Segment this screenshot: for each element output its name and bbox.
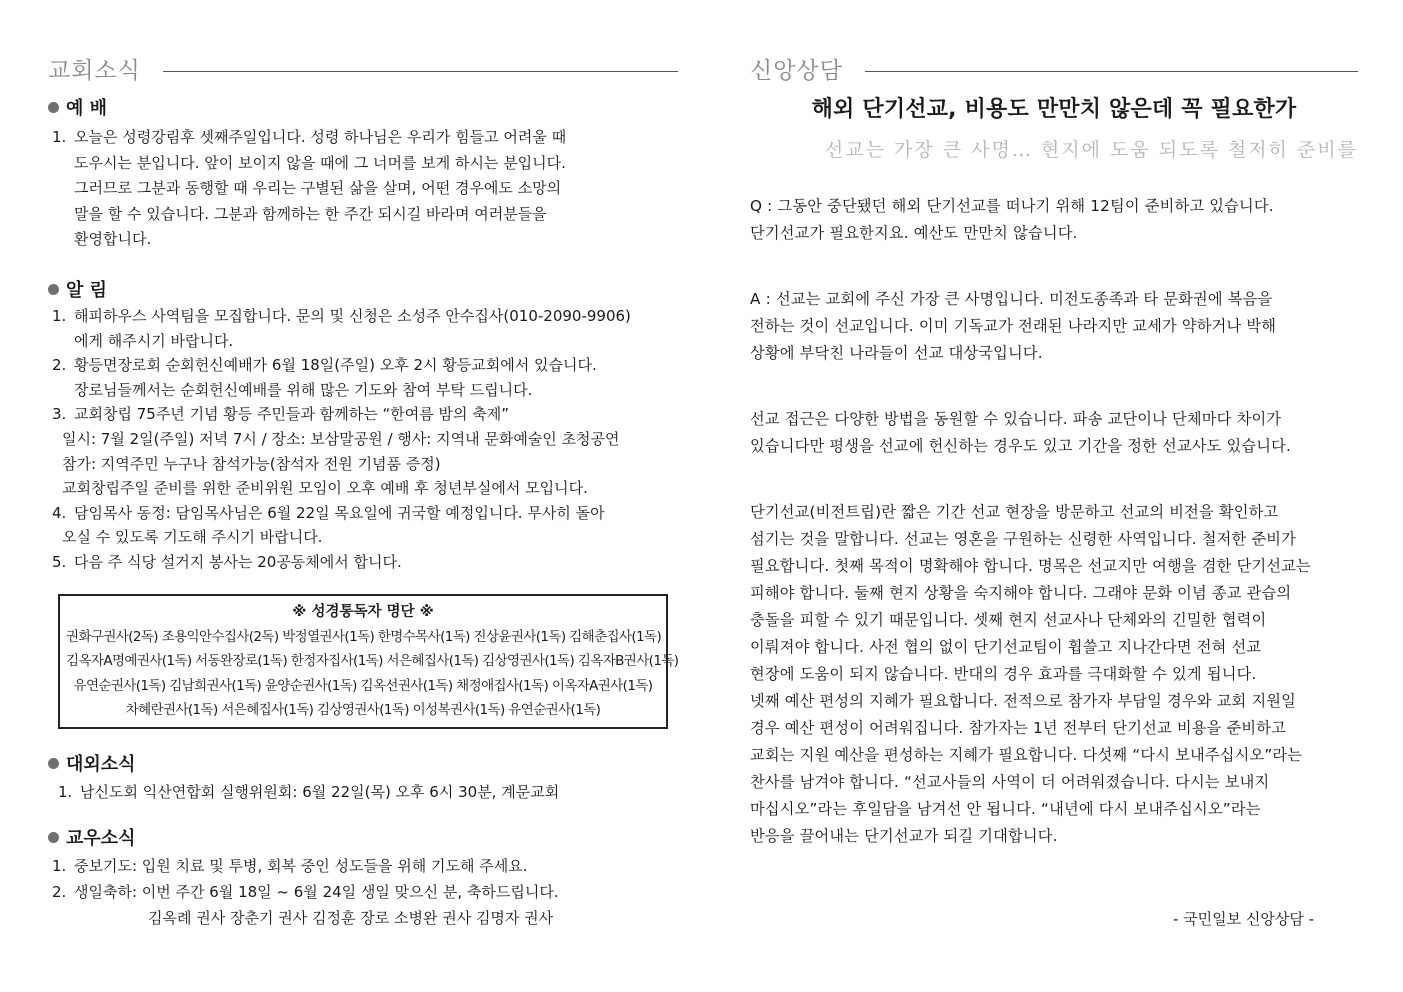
bullet-dot-icon: [48, 284, 59, 295]
notices-heading: [48, 276, 678, 302]
item-number: 1.: [52, 857, 67, 875]
paragraph-line: 필요합니다. 첫째 목적이 명확해야 합니다. 명목은 선교지만 여행을 겸한 단기선교는: [750, 557, 1311, 575]
article-paragraph-a: [750, 286, 1358, 367]
bullet-dot-icon: [48, 758, 59, 769]
article-paragraph: [750, 406, 1358, 460]
item-number: 1.: [52, 307, 67, 325]
list-item: [48, 880, 678, 906]
item-number: 5.: [52, 552, 67, 571]
paragraph-line: 마십시오”라는 후일담을 남겨선 안 됩니다. “내년에 다시 보내주십시오”라는: [750, 800, 1261, 818]
paragraph-line: Q : 그동안 중단됐던 해외 단기선교를 떠나기 위해 12팀이 준비하고 있습니다.: [750, 197, 1274, 215]
list-item: [48, 402, 678, 500]
article-paragraph-q: [750, 193, 1358, 247]
list-item: [48, 501, 678, 550]
worship-heading-label: 예 배: [66, 98, 108, 119]
item-line: 담임목사 동정: 담임목사님은 6월 22일 목요일에 귀국할 예정입니다. 무사히 돌아: [74, 503, 605, 522]
members-list: [48, 854, 678, 905]
list-item: [48, 125, 678, 253]
item-line: 중보기도: 입원 치료 및 투병, 회복 중인 성도들을 위해 기도해 주세요.: [74, 857, 528, 875]
item-text: [62, 402, 678, 500]
paragraph-line: 단기선교(비전트립)란 짧은 기간 선교 현장을 방문하고 선교의 비전을 확인하고: [750, 503, 1279, 521]
paragraph-line: 선교 접근은 다양한 방법을 동원할 수 있습니다. 파송 교단이나 단체마다 차이가: [750, 410, 1282, 428]
item-line: 장로님들께서는 순회헌신예배를 위해 많은 기도와 참여 부탁 드립니다.: [74, 380, 533, 399]
members-heading: [48, 824, 678, 850]
external-heading: [48, 750, 678, 776]
paragraph-line: 반응을 끌어내는 단기선교가 되길 기대합니다.: [750, 827, 1058, 845]
bullet-dot-icon: [48, 102, 59, 113]
item-number: 4.: [52, 503, 67, 522]
item-line: 환영합니다.: [74, 230, 152, 248]
bible-readers-row: 차혜란권사(1독) 서은혜집사(1독) 김상영권사(1독) 이성복권사(1독) 유연순권사(1독): [125, 702, 601, 719]
header-rule: [163, 71, 678, 72]
article-paragraph: [750, 499, 1358, 850]
bible-readers-box-wrap: [48, 578, 678, 729]
paragraph-line: 섬기는 것을 말합니다. 선교는 영혼을 구원하는 신령한 사역입니다. 철저한 준비가: [750, 530, 1297, 548]
paragraph-line: 있습니다만 평생을 선교에 헌신하는 경우도 있고 기간을 정한 선교사도 있습니다.: [750, 437, 1292, 455]
faith-counsel-title: 신앙상담: [750, 58, 843, 84]
paragraph-line: 상황에 부닥친 나라들이 선교 대상국입니다.: [750, 344, 1043, 362]
worship-list: [48, 125, 678, 253]
item-text: [80, 780, 678, 806]
item-line: 황등면장로회 순회헌신예배가 6월 18일(주일) 오후 2시 황등교회에서 있습니다.: [74, 356, 597, 375]
paragraph-line: A : 선교는 교회에 주신 가장 큰 사명입니다. 미전도종족과 타 문화권에 복음을: [750, 290, 1273, 308]
faith-counsel-header: [750, 52, 1358, 85]
item-text: [74, 353, 678, 402]
item-line: 말을 할 수 있습니다. 그분과 함께하는 한 주간 되시길 바라며 여러분들을: [74, 204, 547, 223]
bible-readers-rows: [66, 625, 679, 723]
notices-list: [48, 304, 678, 575]
paragraph-line: 피해야 합니다. 둘째 현지 상황을 숙지해야 합니다. 그래야 문화 이념 종교 관습의: [750, 584, 1292, 602]
paragraph-line: 경우 예산 편성이 어려워집니다. 참가자는 1년 전부터 단기선교 비용을 준비하고: [750, 719, 1287, 737]
item-line: 생일축하: 이번 주간 6월 18일 ~ 6월 24일 생일 맞으신 분, 축하드립니다.: [74, 882, 559, 901]
bible-readers-row: 권화구권사(2독) 조용익안수집사(2독) 박정열권사(1독) 한명수목사(1독) 진상윤권사(1독) 김해춘집사(1독): [66, 628, 662, 645]
notices-heading-label: 알 림: [66, 280, 108, 301]
notices-section: [48, 276, 678, 575]
list-item: [48, 304, 678, 353]
paragraph-line: 이뤄져야 합니다. 사전 협의 없이 단기선교팀이 휩쓸고 지나간다면 전혀 선교: [750, 638, 1262, 656]
external-list: [48, 780, 678, 806]
worship-section: [48, 94, 678, 253]
item-line: 참가: 지역주민 누구나 참석가능(참석자 전원 기념품 증정): [62, 454, 441, 473]
list-item: [48, 550, 678, 575]
list-item: [54, 780, 678, 806]
paragraph-line: 찬사를 남겨야 합니다. “선교사들의 사역이 더 어려워졌습니다. 다시는 보내지: [750, 773, 1270, 791]
paragraph-line: 현장에 도움이 되지 않습니다. 반대의 경우 효과를 극대화할 수 있게 됩니다.: [750, 665, 1257, 683]
item-number: 2.: [52, 882, 67, 901]
item-text: [74, 304, 678, 353]
article-subtitle: 선교는 가장 큰 사명… 현지에 도움 되도록 철저히 준비를: [824, 139, 1358, 161]
item-number: 1.: [52, 128, 67, 146]
paragraph-line: 단기선교가 필요한지요. 예산도 만만치 않습니다.: [750, 224, 1078, 242]
church-news-header: [48, 52, 678, 85]
member-news-section: [48, 824, 678, 932]
item-line: 다음 주 식당 설거지 봉사는 20공동체에서 합니다.: [74, 552, 402, 571]
paragraph-line: 전하는 것이 선교입니다. 이미 기독교가 전래된 나라지만 교세가 약하거나 박해: [750, 317, 1277, 335]
item-text: [74, 854, 678, 880]
item-text: [74, 125, 678, 253]
item-line: 에게 해주시기 바랍니다.: [74, 331, 234, 350]
worship-heading: [48, 94, 678, 120]
item-line: 일시: 7월 2일(주일) 저녁 7시 / 장소: 보삼말공원 / 행사: 지역내 문화예술인 초청공연: [62, 429, 620, 448]
item-number: 2.: [52, 356, 67, 375]
list-item: [48, 854, 678, 880]
item-line: 해피하우스 사역팀을 모집합니다. 문의 및 신청은 소성주 안수집사(010-2090-9906): [74, 307, 631, 325]
list-item: [48, 353, 678, 402]
item-line: 도우시는 분입니다. 앞이 보이지 않을 때에 그 너머를 보게 하시는 분입니다.: [74, 153, 566, 172]
external-heading-label: 대외소식: [66, 754, 136, 775]
header-rule: [865, 71, 1358, 72]
article-signature: - 국민일보 신앙상담 -: [1172, 910, 1314, 928]
paragraph-line: 충돌을 피할 수 있기 때문입니다. 셋째 현지 선교사나 단체와의 긴밀한 협력이: [750, 611, 1267, 629]
article-title: 해외 단기선교, 비용도 만만치 않은데 꼭 필요한가: [811, 97, 1297, 122]
item-line: 남신도회 익산연합회 실행위원회: 6월 22일(목) 오후 6시 30분, 계문교회: [80, 783, 560, 801]
church-news-title: 교회소식: [48, 58, 141, 84]
external-news-section: [48, 750, 678, 806]
bible-readers-box: [58, 594, 679, 729]
item-line: 그러므로 그분과 동행할 때 우리는 구별된 삶을 살며, 어떤 경우에도 소망의: [74, 179, 562, 197]
bullet-dot-icon: [48, 832, 59, 843]
members-heading-label: 교우소식: [66, 828, 136, 849]
item-line: 오실 수 있도록 기도해 주시기 바랍니다.: [62, 528, 323, 547]
item-line: 교회창립주일 준비를 위한 준비위원 모임이 오후 예배 후 청년부실에서 모입니다.: [62, 479, 588, 498]
birthday-names: 김옥례 권사 장춘기 권사 김정훈 장로 소병완 권사 김명자 권사: [148, 909, 554, 927]
item-line: 교회창립 75주년 기념 황등 주민들과 함께하는 “한여름 밤의 축제”: [74, 405, 510, 424]
bible-readers-row: 김옥자A명예권사(1독) 서동완장로(1독) 한정자집사(1독) 서은혜집사(1독) 김상영권사(1독) 김옥자B권사(1독): [66, 653, 679, 670]
item-number: 3.: [52, 405, 67, 424]
item-text: [62, 501, 678, 550]
item-text: [74, 880, 678, 906]
item-line: 오늘은 성령강림후 셋째주일입니다. 성령 하나님은 우리가 힘들고 어려울 때: [74, 128, 567, 146]
item-number: 1.: [58, 783, 73, 801]
item-text: [74, 550, 678, 575]
bible-readers-title: ※ 성경통독자 명단 ※: [292, 604, 434, 620]
paragraph-line: 교회는 지원 예산을 편성하는 지혜가 필요합니다. 다섯째 “다시 보내주십시오”라는: [750, 746, 1303, 764]
paragraph-line: 넷째 예산 편성의 지혜가 필요합니다. 전적으로 참가자 부담일 경우와 교회 지원일: [750, 692, 1297, 710]
bible-readers-row: 유연순권사(1독) 김남희권사(1독) 윤양순권사(1독) 김옥선권사(1독) 채정애집사(1독) 이옥자A권사(1독): [73, 677, 653, 694]
